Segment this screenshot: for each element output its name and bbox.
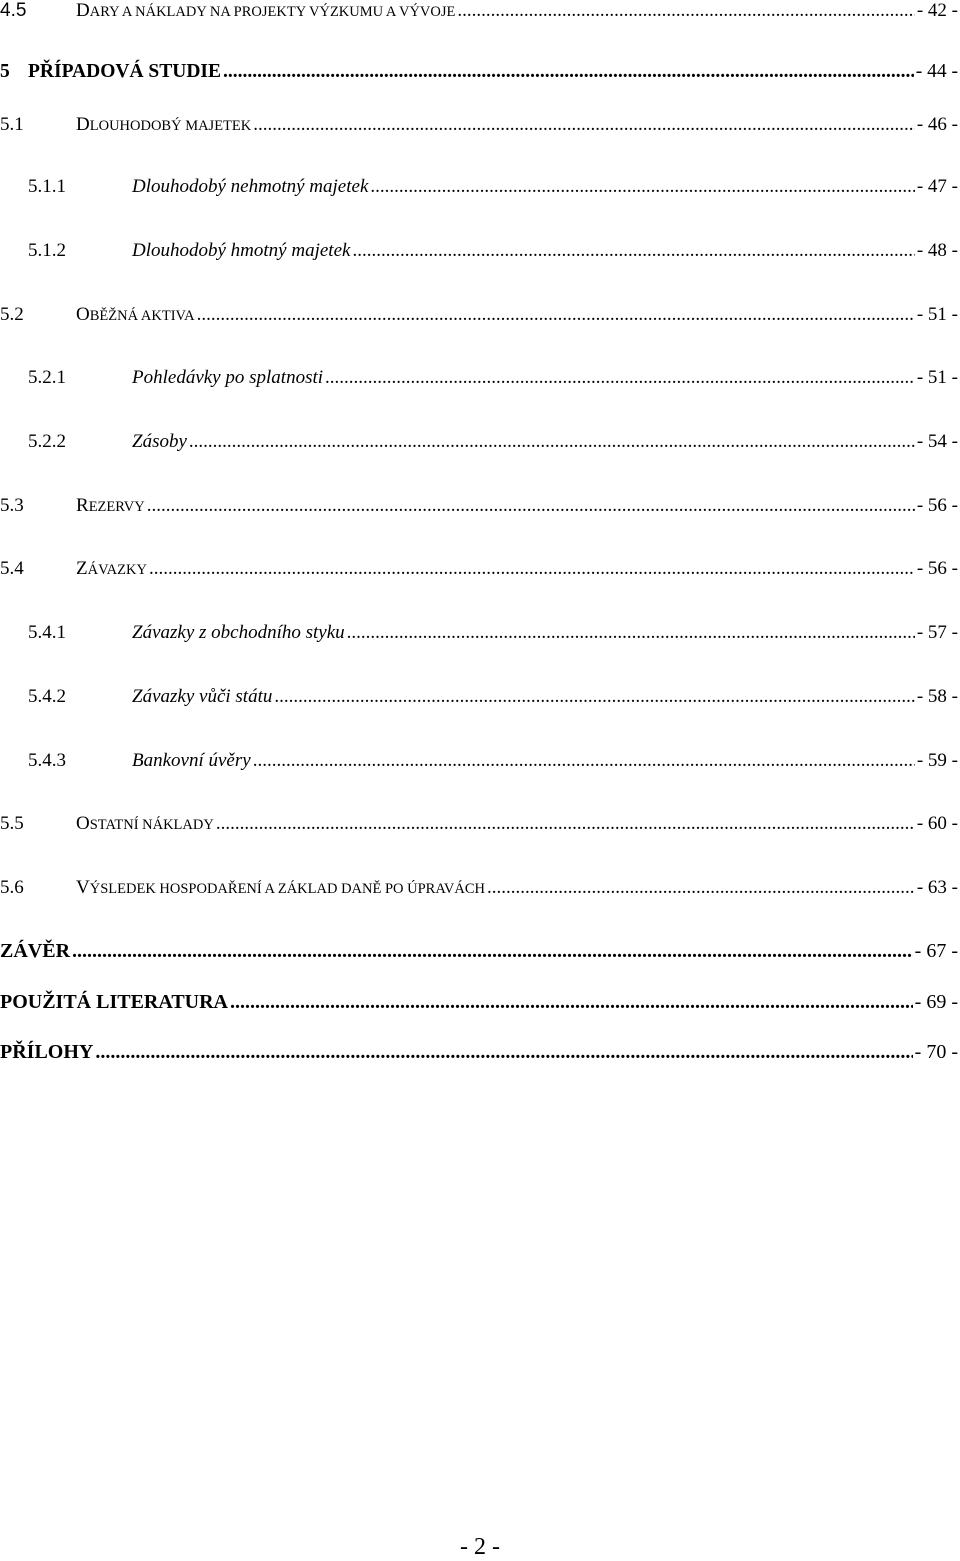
toc-entry-title: Závazky z obchodního styku	[132, 622, 345, 643]
toc-entry-page: - 60 -	[916, 813, 958, 834]
toc-entry-5-3[interactable]	[0, 495, 960, 525]
toc-entry-5-1-2[interactable]	[0, 240, 960, 270]
toc-entry-5-2[interactable]	[0, 304, 960, 334]
toc-leader-dots	[197, 304, 915, 326]
toc-entry-number: 5.2	[0, 304, 24, 325]
toc-entry-number: 5.6	[0, 877, 24, 898]
toc-entry-page: - 69 -	[914, 991, 958, 1013]
toc-entry-page: - 58 -	[916, 686, 958, 707]
toc-leader-dots	[274, 686, 914, 708]
toc-entry-number: 5.2.2	[28, 431, 66, 452]
toc-entry-title: PŘÍPADOVÁ STUDIE	[28, 61, 222, 82]
toc-leader-dots	[487, 877, 915, 899]
toc-leader-dots	[457, 0, 914, 22]
toc-entry-5-2-2[interactable]	[0, 431, 960, 461]
toc-entry-page: - 51 -	[916, 367, 958, 388]
toc-leader-dots	[149, 558, 915, 580]
toc-leader-dots	[370, 176, 914, 198]
toc-entry-page: - 57 -	[916, 622, 958, 643]
toc-entry-page: - 48 -	[916, 240, 958, 261]
toc-entry-5-4[interactable]	[0, 558, 960, 588]
toc-entry-literatura[interactable]	[0, 991, 960, 1021]
toc-entry-page: - 42 -	[916, 0, 958, 21]
toc-leader-dots	[253, 114, 915, 136]
toc-entry-title: OSTATNÍ NÁKLADY	[76, 813, 214, 834]
toc-leader-dots	[147, 495, 915, 517]
toc-entry-5-4-1[interactable]	[0, 622, 960, 652]
toc-entry-page: - 67 -	[914, 940, 958, 962]
toc-leader-dots	[230, 991, 913, 1014]
toc-entry-title: Závazky vůči státu	[132, 686, 273, 707]
toc-entry-title: Dlouhodobý hmotný majetek	[132, 240, 351, 261]
toc-entry-page: - 56 -	[916, 558, 958, 579]
toc-entry-5-1-1[interactable]	[0, 176, 960, 206]
toc-entry-page: - 46 -	[916, 114, 958, 135]
toc-entry-5[interactable]	[0, 61, 960, 91]
toc-entry-page: - 63 -	[916, 877, 958, 898]
toc-entry-number: 5.2.1	[28, 367, 66, 388]
toc-entry-title: Dlouhodobý nehmotný majetek	[132, 176, 369, 197]
toc-entry-page: - 44 -	[915, 61, 958, 82]
toc-leader-dots	[216, 813, 915, 835]
toc-entry-number: 5.3	[0, 495, 24, 516]
toc-entry-title: ZÁVĚR	[0, 940, 71, 962]
toc-entry-number: 5.4	[0, 558, 24, 579]
toc-entry-page: - 59 -	[916, 750, 958, 771]
toc-entry-prilohy[interactable]	[0, 1041, 960, 1071]
toc-entry-title: OBĚŽNÁ AKTIVA	[76, 304, 195, 325]
toc-entry-number: 5	[0, 61, 10, 82]
toc-entry-number: 4.5	[0, 0, 27, 21]
page-number-footer: - 2 -	[460, 1534, 500, 1560]
toc-entry-number: 5.5	[0, 813, 24, 834]
toc-entry-page: - 47 -	[916, 176, 958, 197]
toc-leader-dots	[352, 240, 914, 262]
toc-entry-title: DARY A NÁKLADY NA PROJEKTY VÝZKUMU A VÝVOJE	[76, 0, 456, 21]
toc-entry-5-4-2[interactable]	[0, 686, 960, 716]
toc-entry-page: - 56 -	[916, 495, 958, 516]
toc-entry-5-4-3[interactable]	[0, 750, 960, 780]
toc-entry-title: REZERVY	[76, 495, 145, 516]
toc-leader-dots	[347, 622, 915, 644]
toc-entry-number: 5.4.1	[28, 622, 66, 643]
toc-entry-title: VÝSLEDEK HOSPODAŘENÍ A ZÁKLAD DANĚ PO ÚPRAVÁCH	[76, 877, 486, 898]
toc-leader-dots	[325, 367, 915, 389]
toc-entry-title: DLOUHODOBÝ MAJETEK	[76, 114, 252, 135]
toc-entry-5-6[interactable]	[0, 877, 960, 907]
toc-entry-number: 5.1	[0, 114, 24, 135]
toc-entry-title: Bankovní úvěry	[132, 750, 251, 771]
toc-entry-number: 5.1.2	[28, 240, 66, 261]
toc-leader-dots	[189, 431, 915, 453]
toc-entry-5-2-1[interactable]	[0, 367, 960, 397]
toc-entry-number: 5.1.1	[28, 176, 66, 197]
toc-entry-zaver[interactable]	[0, 940, 960, 970]
toc-entry-title: ZÁVAZKY	[76, 558, 147, 579]
toc-entry-5-5[interactable]	[0, 813, 960, 843]
toc-entry-4-5[interactable]	[0, 0, 960, 30]
toc-entry-page: - 54 -	[916, 431, 958, 452]
toc-entry-number: 5.4.2	[28, 686, 66, 707]
toc-entry-title: POUŽITÁ LITERATURA	[0, 991, 228, 1013]
toc-entry-number: 5.4.3	[28, 750, 66, 771]
toc-entry-5-1[interactable]	[0, 114, 960, 144]
toc-entry-page: - 70 -	[914, 1041, 958, 1063]
toc-entry-title: PŘÍLOHY	[0, 1041, 94, 1063]
toc-entry-page: - 51 -	[916, 304, 958, 325]
toc-leader-dots	[223, 61, 914, 83]
toc-leader-dots	[72, 940, 913, 963]
toc-leader-dots	[253, 750, 915, 772]
toc-leader-dots	[95, 1041, 912, 1064]
toc-entry-title: Zásoby	[132, 431, 187, 452]
toc-entry-title: Pohledávky po splatnosti	[132, 367, 324, 388]
